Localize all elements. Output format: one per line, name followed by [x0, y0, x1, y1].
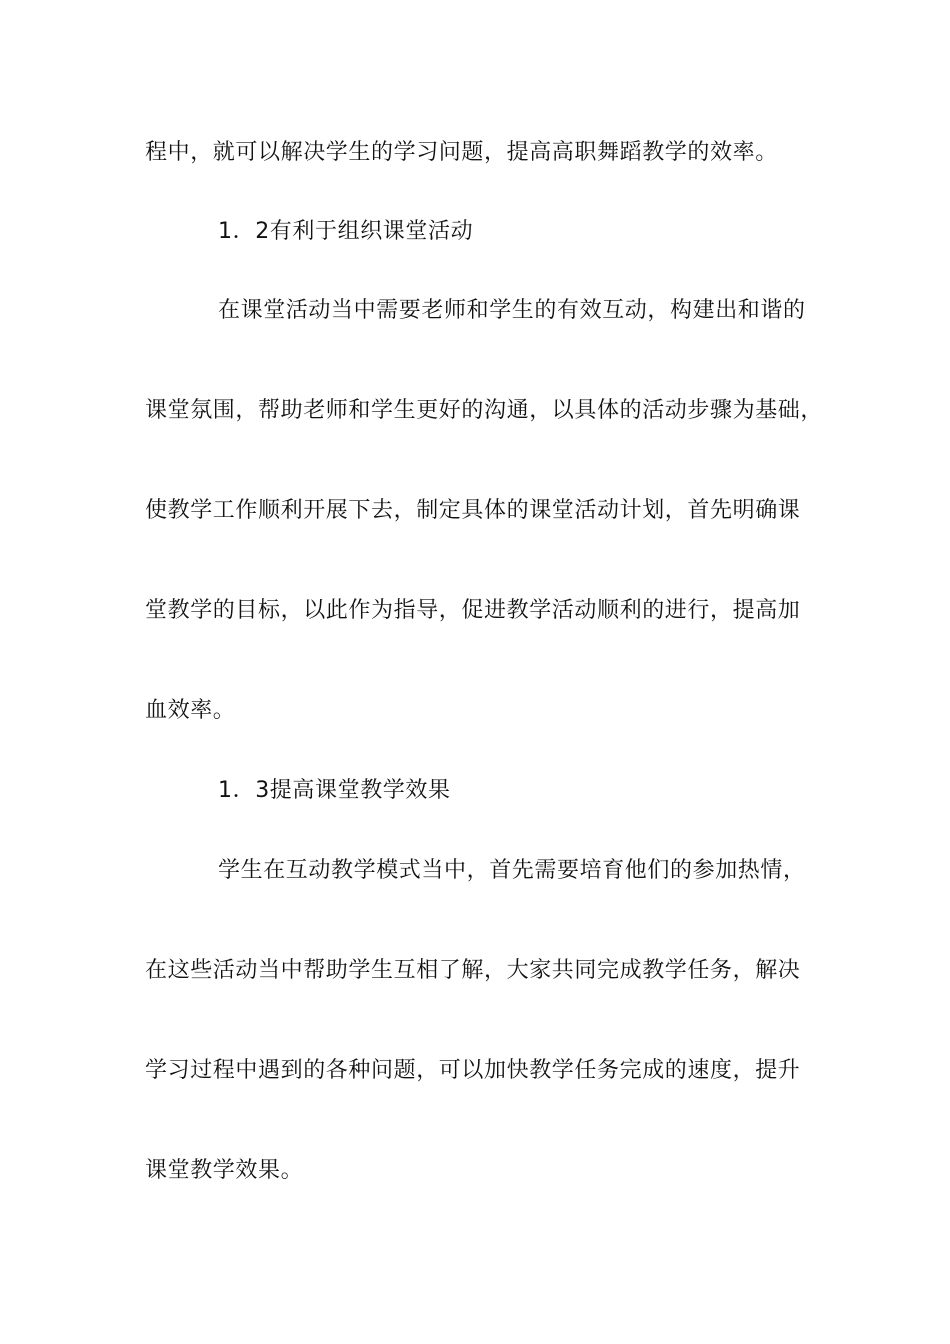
paragraph-line: 学习过程中遇到的各种问题，可以加快教学任务完成的速度，提升: [145, 1058, 801, 1083]
paragraph-line: 学生在互动教学模式当中，首先需要培育他们的参加热情，: [218, 858, 806, 883]
paragraph-line: 血效率。: [145, 698, 236, 723]
paragraph-line: 课堂氛围，帮助老师和学生更好的沟通，以具体的活动步骤为基础，: [145, 398, 824, 423]
section-heading-1-2: 1．2有利于组织课堂活动: [218, 219, 474, 244]
paragraph-continuation-line: 程中，就可以解决学生的学习问题，提高高职舞蹈教学的效率。: [145, 140, 778, 165]
paragraph-line: 使教学工作顺利开展下去，制定具体的课堂活动计划，首先明确课: [145, 498, 801, 523]
paragraph-line: 在课堂活动当中需要老师和学生的有效互动，构建出和谐的: [218, 298, 806, 323]
paragraph-line: 课堂教学效果。: [145, 1158, 304, 1183]
section-heading-1-3: 1．3提高课堂教学效果: [218, 778, 451, 803]
paragraph-line: 堂教学的目标，以此作为指导，促进教学活动顺利的进行，提高加: [145, 598, 801, 623]
paragraph-line: 在这些活动当中帮助学生互相了解，大家共同完成教学任务，解决: [145, 958, 801, 983]
